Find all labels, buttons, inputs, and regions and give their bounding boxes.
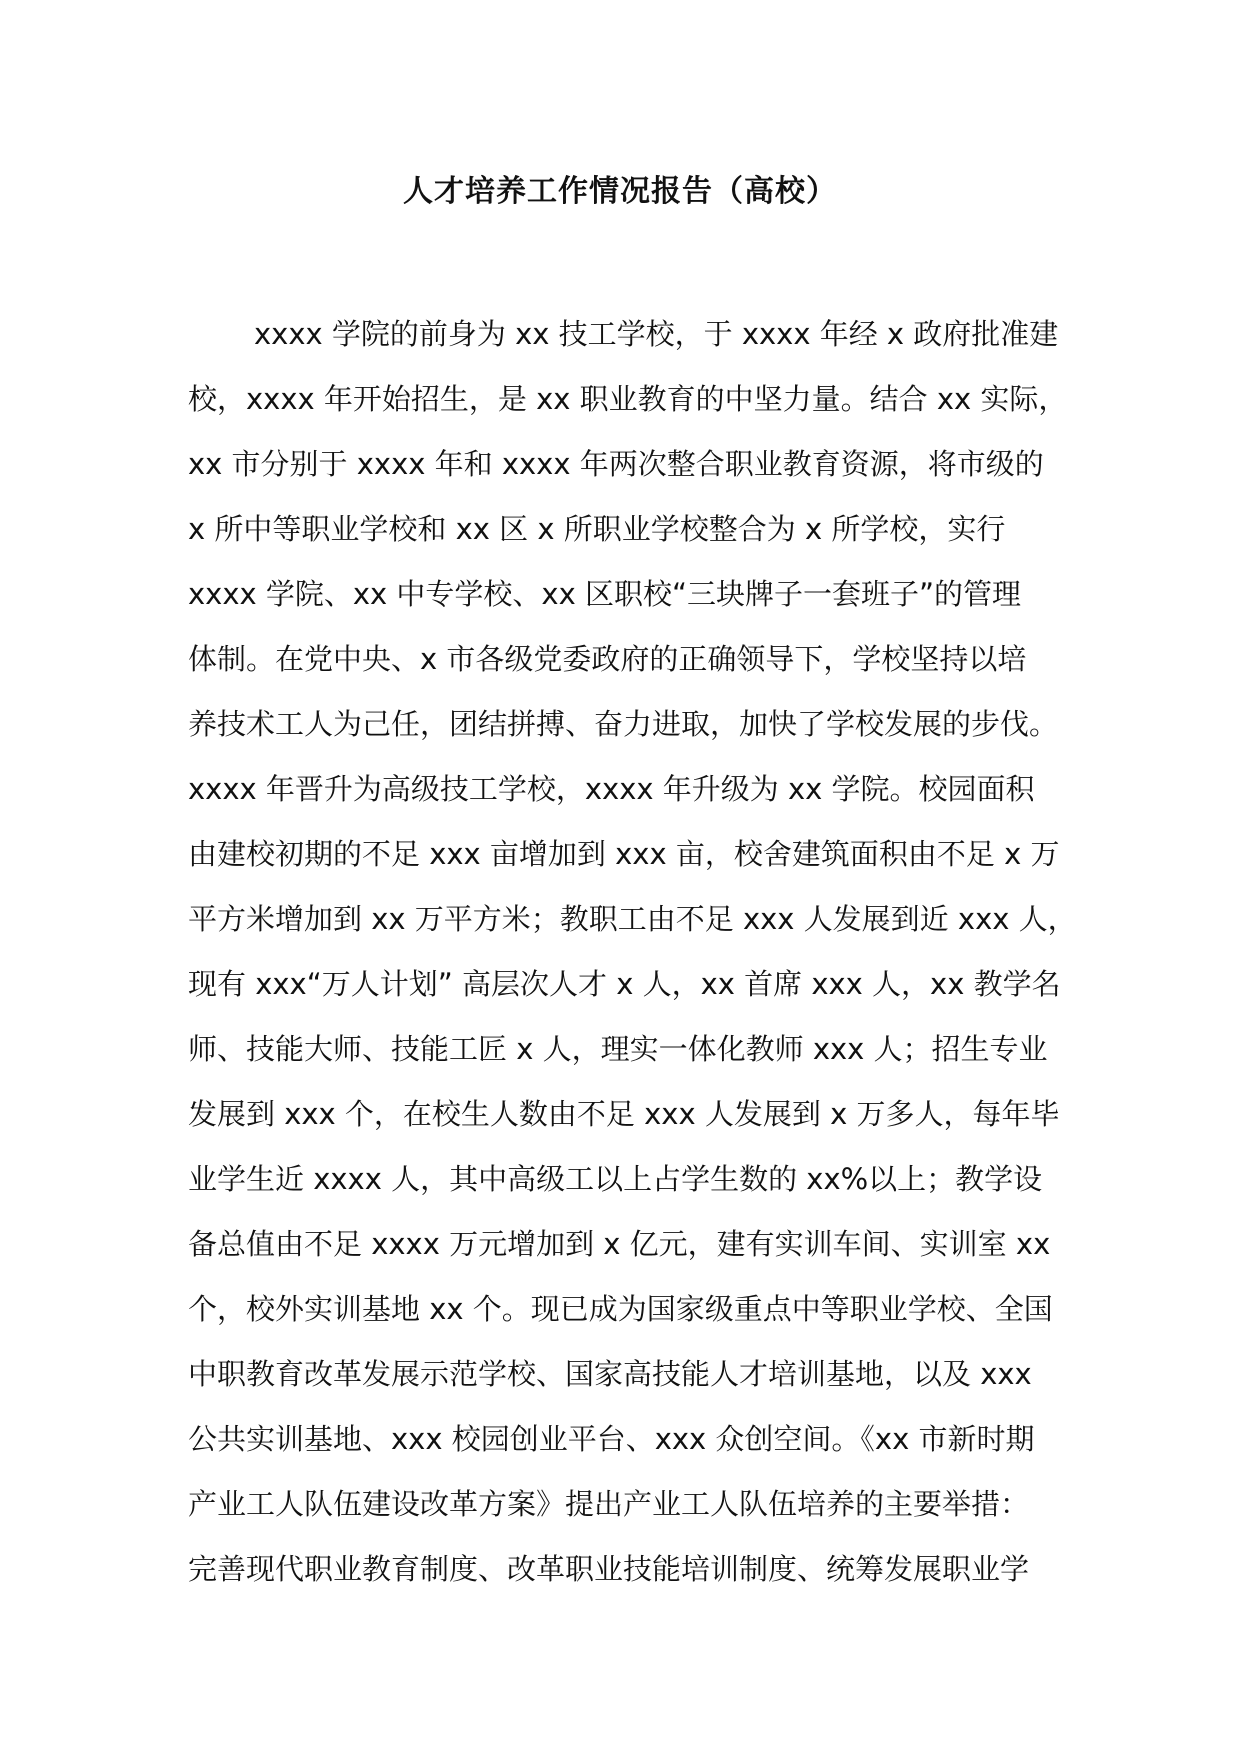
body-line: 平方米增加到 xx 万平方米；教职工由不足 xxx 人发展到近 xxx 人， (188, 902, 1077, 936)
body-line: 由建校初期的不足 xxx 亩增加到 xxx 亩，校舍建筑面积由不足 x 万 (188, 837, 1060, 871)
body-line: 备总值由不足 xxxx 万元增加到 x 亿元，建有实训车间、实训室 xx (188, 1227, 1051, 1261)
body-line: xxxx 学院、xx 中专学校、xx 区职校“三块牌子一套班子”的管理 (188, 577, 1022, 611)
body-line: 个，校外实训基地 xx 个。现已成为国家级重点中等职业学校、全国 (188, 1292, 1053, 1326)
body-line: x 所中等职业学校和 xx 区 x 所职业学校整合为 x 所学校，实行 (188, 512, 1006, 546)
body-line: xxxx 年晋升为高级技工学校，xxxx 年升级为 xx 学院。校园面积 (188, 772, 1035, 806)
body-line: 公共实训基地、xxx 校园创业平台、xxx 众创空间。《xx 市新时期 (188, 1422, 1035, 1456)
body-line: 中职教育改革发展示范学校、国家高技能人才培训基地，以及 xxx (188, 1357, 1032, 1391)
document-body (188, 302, 1088, 1602)
body-line: 校，xxxx 年开始招生，是 xx 职业教育的中坚力量。结合 xx 实际， (188, 382, 1068, 416)
body-line: xxxx 学院的前身为 xx 技工学校，于 xxxx 年经 x 政府批准建 (254, 317, 1059, 351)
body-line: 业学生近 xxxx 人，其中高级工以上占学生数的 xx%以上；教学设 (188, 1162, 1043, 1196)
body-line: xx 市分别于 xxxx 年和 xxxx 年两次整合职业教育资源，将市级的 (188, 447, 1044, 481)
body-line: 完善现代职业教育制度、改革职业技能培训制度、统筹发展职业学 (188, 1552, 1030, 1586)
body-line: 产业工人队伍建设改革方案》提出产业工人队伍培养的主要举措： (188, 1487, 1030, 1521)
body-line: 师、技能大师、技能工匠 x 人，理实一体化教师 xxx 人；招生专业 (188, 1032, 1048, 1066)
document-title: 人才培养工作情况报告（高校） (403, 174, 837, 209)
body-line: 现有 xxx“万人计划” 高层次人才 x 人，xx 首席 xxx 人，xx 教学名 (188, 967, 1061, 1001)
body-line: 体制。在党中央、x 市各级党委政府的正确领导下，学校坚持以培 (188, 642, 1027, 676)
body-line: 养技术工人为己任，团结拼搏、奋力进取，加快了学校发展的步伐。 (188, 707, 1059, 741)
body-line: 发展到 xxx 个，在校生人数由不足 xxx 人发展到 x 万多人，每年毕 (188, 1097, 1060, 1131)
